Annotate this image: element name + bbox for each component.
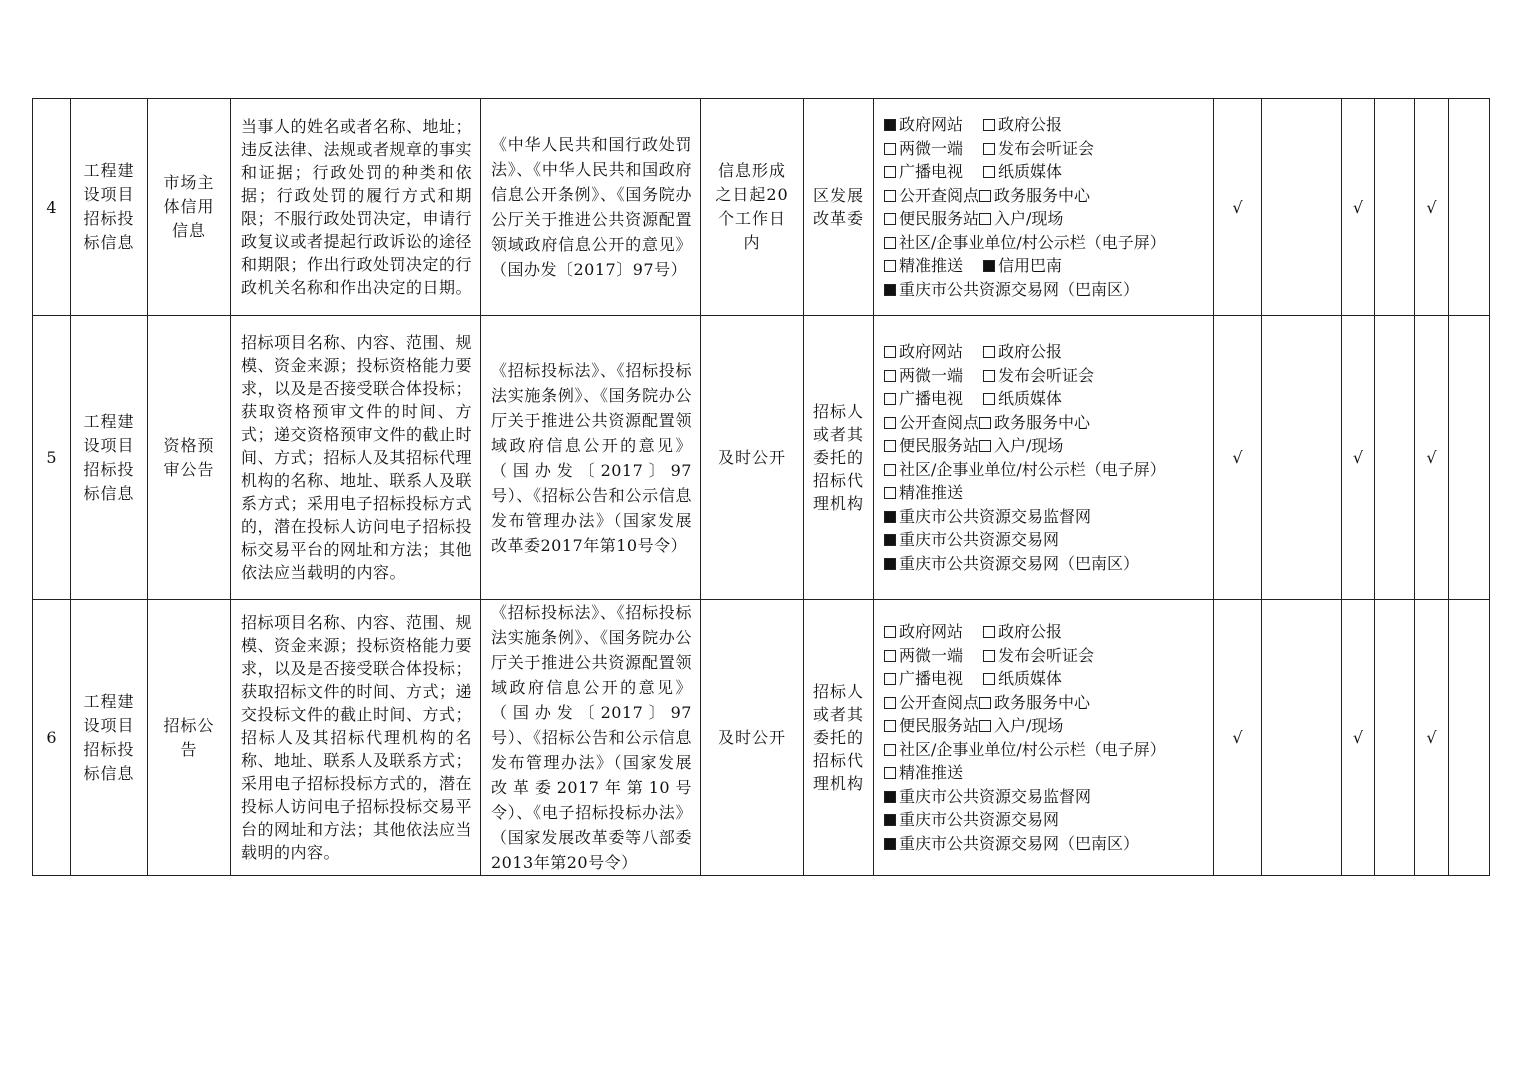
- checked-box-icon: [884, 791, 896, 803]
- checkbox-icon: [983, 673, 995, 685]
- checked-box-icon: [884, 534, 896, 546]
- table-row: [33, 600, 1490, 876]
- empty-cell: [1262, 600, 1342, 876]
- channel-label: 信用巴南: [998, 256, 1063, 275]
- checkbox-icon: [979, 417, 991, 429]
- channel-label: 政府公报: [998, 115, 1063, 134]
- checkbox-icon: [884, 720, 896, 732]
- channel-label: 发布会听证会: [998, 645, 1095, 665]
- checkbox-icon: [884, 744, 896, 756]
- content-cell: 招标项目名称、内容、范围、规模、资金来源；投标资格能力要求，以及是否接受联合体投标；获取资格预审文件的时间、方式；递交资格预审文件的截止时间、方式；招标人及其招标代理机构的名称、地址、联系人及联系方式；采用电子招标投标方式的，潜在投标人访问电子招标投标交易平台的网址和方法；其他依法应当载明的内容。: [231, 316, 481, 600]
- item-cell: 市场主体信用信息: [148, 99, 231, 316]
- basis-cell: 《中华人民共和国行政处罚法》、《中华人民共和国政府信息公开条例》、《国务院办公厅关于推进公共资源配置领域政府信息公开的意见》（国办发〔2017〕97号）: [481, 99, 701, 316]
- channel-label: 精准推送: [899, 763, 964, 782]
- category-cell: 工程建设项目招标投标信息: [71, 316, 148, 600]
- channel-line: [884, 738, 1203, 762]
- channel-label: 公开查阅点: [899, 692, 980, 712]
- checked-box-icon: [884, 511, 896, 523]
- channel-label: 政务服务中心: [994, 185, 1091, 205]
- channel-label: 重庆市公共资源交易网（巴南区）: [899, 553, 1140, 573]
- category-cell: 工程建设项目招标投标信息: [71, 99, 148, 316]
- channel-line: [884, 278, 1203, 302]
- checkbox-icon: [884, 464, 896, 476]
- checkbox-icon: [884, 487, 896, 499]
- channel-label: 两微一端: [899, 645, 964, 665]
- channel-label: 重庆市公共资源交易监督网: [899, 506, 1092, 526]
- check-mark: √: [1214, 316, 1262, 600]
- checkbox-icon: [884, 417, 896, 429]
- channel-line: [884, 505, 1203, 529]
- checkbox-icon: [983, 346, 995, 358]
- empty-cell: [1375, 316, 1415, 600]
- basis-cell: 《招标投标法》、《招标投标法实施条例》、《国务院办公厅关于推进公共资源配置领域政府信息公开的意见》（国办发〔2017〕97号）、《招标公告和公示信息发布管理办法》（国家发展改革委2017年第10号令）、《电子招标投标办法》（国家发展改革委等八部委2013年第20号令）: [481, 600, 701, 876]
- channel-label: 精准推送: [899, 256, 964, 275]
- subject-cell: 区发展改革委: [804, 99, 874, 316]
- table-row: [33, 99, 1490, 316]
- channel-label: 广播电视: [899, 669, 964, 688]
- channel-label: 政府公报: [998, 622, 1063, 641]
- checkbox-icon: [884, 370, 896, 382]
- channel-label: 政务服务中心: [994, 692, 1091, 712]
- row-number: 4: [33, 99, 71, 316]
- channel-label: 重庆市公共资源交易网: [899, 810, 1060, 829]
- category-cell: 工程建设项目招标投标信息: [71, 600, 148, 876]
- channel-line: [884, 552, 1203, 576]
- checkbox-icon: [979, 720, 991, 732]
- channel-label: 发布会听证会: [998, 365, 1095, 385]
- channel-line: [884, 785, 1203, 809]
- channel-label: 纸质媒体: [998, 669, 1063, 688]
- channels-cell: [874, 99, 1214, 316]
- subject-cell: 招标人或者其委托的招标代理机构: [804, 600, 874, 876]
- item-cell: 资格预审公告: [148, 316, 231, 600]
- row-number: 6: [33, 600, 71, 876]
- channel-line: [884, 761, 1203, 785]
- channel-line: [884, 620, 1203, 644]
- channel-line: [884, 528, 1203, 552]
- channel-line: [884, 434, 1203, 458]
- check-mark: √: [1342, 99, 1375, 316]
- empty-cell: [1449, 600, 1490, 876]
- checkbox-icon: [884, 697, 896, 709]
- checkbox-icon: [983, 143, 995, 155]
- checkbox-icon: [983, 393, 995, 405]
- table-row: [33, 316, 1490, 600]
- content-cell: 当事人的姓名或者名称、地址；违反法律、法规或者规章的事实和证据；行政处罚的种类和依据；行政处罚的履行方式和期限；不服行政处罚决定，申请行政复议或者提起行政诉讼的途径和期限；作出行政处罚决定的行政机关名称和作出决定的日期。: [231, 99, 481, 316]
- checked-box-icon: [884, 814, 896, 826]
- check-mark: √: [1415, 600, 1449, 876]
- channel-line: [884, 458, 1203, 482]
- channel-label: 入户/现场: [994, 716, 1064, 735]
- checkbox-icon: [979, 213, 991, 225]
- channel-label: 发布会听证会: [998, 138, 1095, 158]
- checkbox-icon: [979, 440, 991, 452]
- checkbox-icon: [983, 370, 995, 382]
- check-mark: √: [1214, 600, 1262, 876]
- checked-box-icon: [884, 838, 896, 850]
- checkbox-icon: [979, 697, 991, 709]
- channel-line: [884, 137, 1203, 161]
- channel-line: [884, 113, 1203, 137]
- channel-label: 社区/企事业单位/村公示栏（电子屏）: [899, 459, 1166, 479]
- channel-label: 社区/企事业单位/村公示栏（电子屏）: [899, 232, 1166, 252]
- channel-label: 纸质媒体: [998, 162, 1063, 181]
- check-mark: √: [1342, 600, 1375, 876]
- checkbox-icon: [884, 346, 896, 358]
- channel-line: [884, 254, 1203, 278]
- channel-line: [884, 667, 1203, 691]
- channel-label: 社区/企事业单位/村公示栏（电子屏）: [899, 739, 1166, 759]
- channel-line: [884, 411, 1203, 435]
- basis-cell: 《招标投标法》、《招标投标法实施条例》、《国务院办公厅关于推进公共资源配置领域政府信息公开的意见》（国办发〔2017〕97号）、《招标公告和公示信息发布管理办法》（国家发展改革委2017年第10号令）: [481, 316, 701, 600]
- channel-line: [884, 387, 1203, 411]
- empty-cell: [1449, 99, 1490, 316]
- channel-line: [884, 184, 1203, 208]
- checkbox-icon: [983, 119, 995, 131]
- channel-label: 公开查阅点: [899, 412, 980, 432]
- check-mark: √: [1415, 99, 1449, 316]
- checked-box-icon: [884, 558, 896, 570]
- channel-label: 公开查阅点: [899, 185, 980, 205]
- channel-label: 重庆市公共资源交易网（巴南区）: [899, 279, 1140, 299]
- channel-label: 入户/现场: [994, 436, 1064, 455]
- channel-label: 纸质媒体: [998, 389, 1063, 408]
- channel-label: 广播电视: [899, 389, 964, 408]
- empty-cell: [1449, 316, 1490, 600]
- channel-label: 政府公报: [998, 342, 1063, 361]
- empty-cell: [1375, 99, 1415, 316]
- channel-line: [884, 340, 1203, 364]
- checkbox-icon: [884, 143, 896, 155]
- checkbox-icon: [884, 260, 896, 272]
- channel-line: [884, 160, 1203, 184]
- channel-line: [884, 714, 1203, 738]
- channel-label: 政府网站: [899, 622, 964, 641]
- channels-cell: [874, 600, 1214, 876]
- check-mark: √: [1214, 99, 1262, 316]
- channel-line: [884, 364, 1203, 388]
- checked-box-icon: [983, 260, 995, 272]
- checkbox-icon: [884, 626, 896, 638]
- channel-label: 广播电视: [899, 162, 964, 181]
- channel-line: [884, 808, 1203, 832]
- channels-cell: [874, 316, 1214, 600]
- checkbox-icon: [884, 650, 896, 662]
- channel-label: 重庆市公共资源交易网: [899, 530, 1060, 549]
- content-cell: 招标项目名称、内容、范围、规模、资金来源；投标资格能力要求，以及是否接受联合体投标；获取招标文件的时间、方式；递交投标文件的截止时间、方式；招标人及其招标代理机构的名称、地址、联系人及联系方式；采用电子招标投标方式的，潜在投标人访问电子招标投标交易平台的网址和方法；其他依法应当载明的内容。: [231, 600, 481, 876]
- checked-box-icon: [884, 284, 896, 296]
- item-cell: 招标公告: [148, 600, 231, 876]
- checkbox-icon: [983, 650, 995, 662]
- channel-line: [884, 231, 1203, 255]
- checked-box-icon: [884, 119, 896, 131]
- channel-label: 政府网站: [899, 115, 964, 134]
- checkbox-icon: [979, 190, 991, 202]
- channel-label: 入户/现场: [994, 209, 1064, 228]
- time-limit-cell: 信息形成之日起20个工作日内: [701, 99, 804, 316]
- checkbox-icon: [983, 626, 995, 638]
- checkbox-icon: [884, 166, 896, 178]
- channel-label: 便民服务站: [899, 716, 980, 735]
- channel-label: 重庆市公共资源交易监督网: [899, 786, 1092, 806]
- time-limit-cell: 及时公开: [701, 316, 804, 600]
- checkbox-icon: [884, 673, 896, 685]
- channel-label: 两微一端: [899, 365, 964, 385]
- checkbox-icon: [884, 237, 896, 249]
- channel-line: [884, 691, 1203, 715]
- channel-label: 便民服务站: [899, 209, 980, 228]
- row-number: 5: [33, 316, 71, 600]
- checkbox-icon: [884, 440, 896, 452]
- time-limit-cell: 及时公开: [701, 600, 804, 876]
- checkbox-icon: [884, 767, 896, 779]
- checkbox-icon: [884, 393, 896, 405]
- disclosure-table: [32, 98, 1490, 876]
- empty-cell: [1262, 99, 1342, 316]
- empty-cell: [1262, 316, 1342, 600]
- channel-line: [884, 481, 1203, 505]
- check-mark: √: [1415, 316, 1449, 600]
- check-mark: √: [1342, 316, 1375, 600]
- channel-label: 便民服务站: [899, 436, 980, 455]
- channel-label: 政务服务中心: [994, 412, 1091, 432]
- checkbox-icon: [884, 190, 896, 202]
- channel-label: 精准推送: [899, 483, 964, 502]
- channel-line: [884, 207, 1203, 231]
- channel-line: [884, 832, 1203, 856]
- channel-label: 重庆市公共资源交易网（巴南区）: [899, 833, 1140, 853]
- empty-cell: [1375, 600, 1415, 876]
- subject-cell: 招标人或者其委托的招标代理机构: [804, 316, 874, 600]
- channel-label: 政府网站: [899, 342, 964, 361]
- checkbox-icon: [983, 166, 995, 178]
- checkbox-icon: [884, 213, 896, 225]
- channel-line: [884, 644, 1203, 668]
- channel-label: 两微一端: [899, 138, 964, 158]
